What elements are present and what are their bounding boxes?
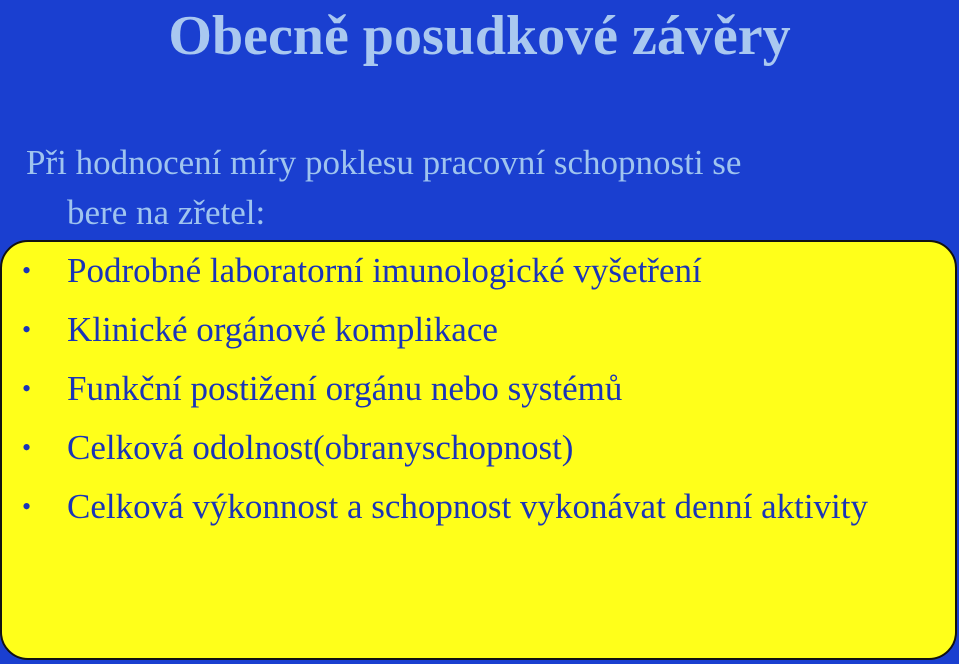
bullet-item: [0, 364, 959, 414]
slide-title: Obecně posudkové závěry: [168, 5, 791, 67]
bullet-item: [0, 423, 959, 473]
bullet-icon: •: [22, 433, 32, 462]
bullet-list: [0, 246, 959, 541]
bullet-text: Podrobné laboratorní imunologické vyšetření: [67, 251, 702, 290]
bullet-text: Klinické orgánové komplikace: [67, 310, 498, 349]
bullet-icon: •: [22, 256, 32, 285]
bullet-item: [0, 482, 959, 532]
bullet-item: [0, 246, 959, 296]
bullet-icon: •: [22, 315, 32, 344]
bullet-icon: •: [22, 374, 32, 403]
intro-text: [26, 138, 946, 238]
intro-line-1: Při hodnocení míry poklesu pracovní schopnosti se: [26, 143, 742, 182]
intro-line-2: bere na zřetel:: [67, 193, 266, 232]
bullet-text: Celková výkonnost a schopnost vykonávat denní aktivity: [67, 487, 869, 526]
bullet-item: [0, 305, 959, 355]
bullet-text: Celková odolnost(obranyschopnost): [67, 428, 574, 467]
bullet-text: Funkční postižení orgánu nebo systémů: [67, 369, 623, 408]
bullet-icon: •: [22, 492, 32, 521]
